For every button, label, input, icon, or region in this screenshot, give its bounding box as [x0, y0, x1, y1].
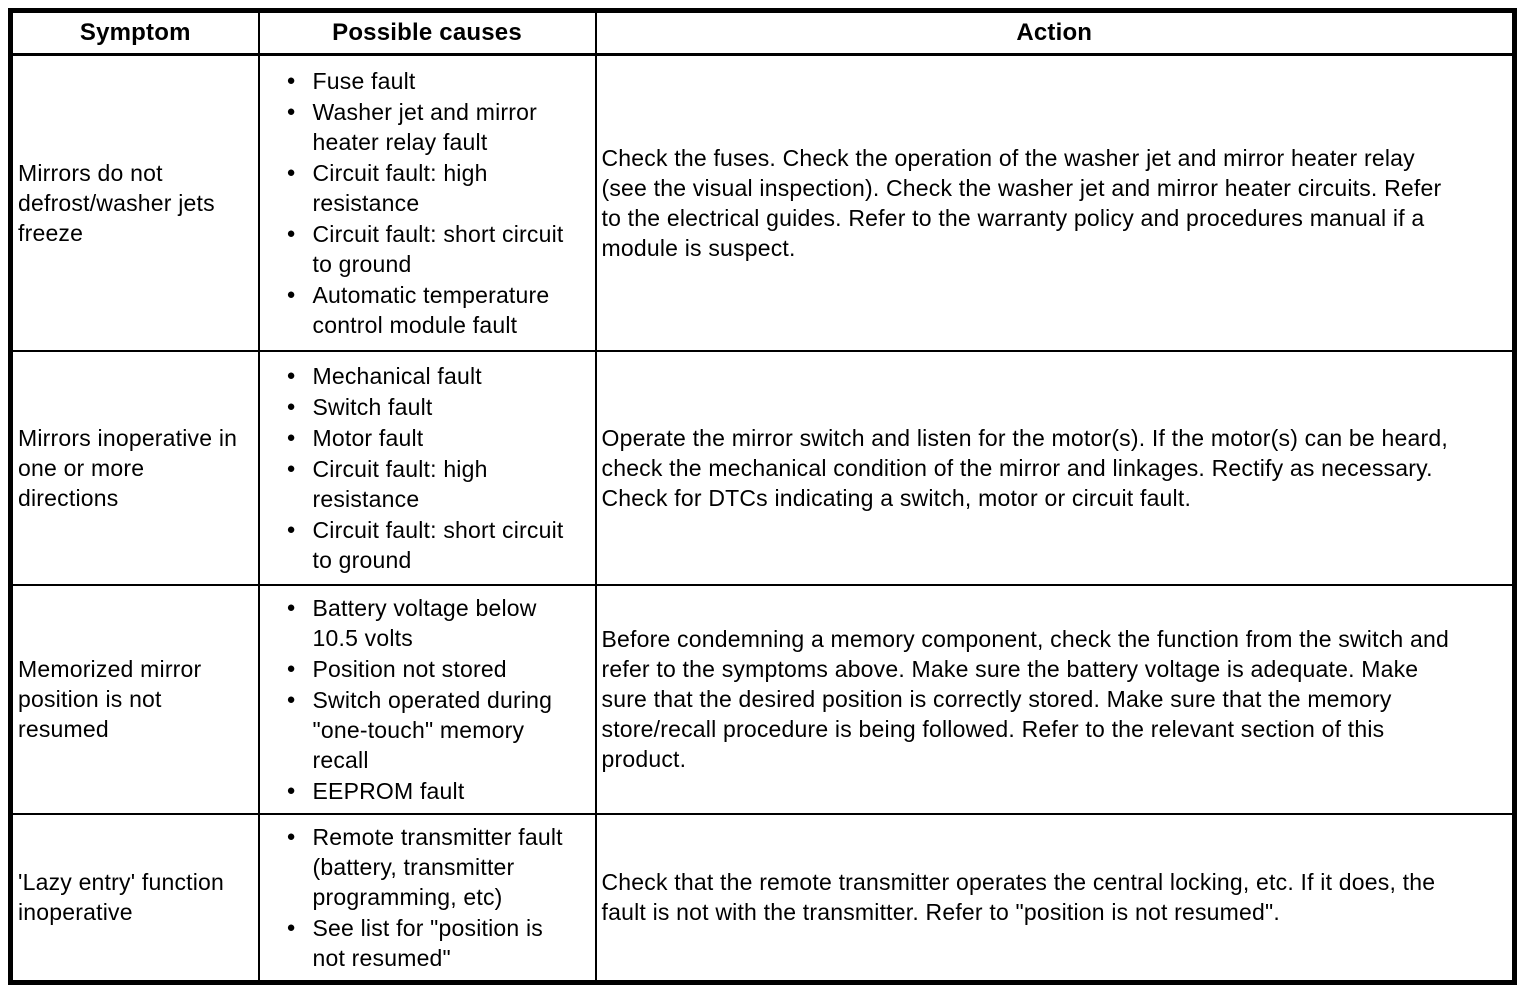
cause-item — [287, 654, 591, 684]
troubleshooting-table — [8, 8, 1517, 985]
action-cell — [596, 814, 1515, 983]
symptom-text: Mirrors do not defrost/washer jets freeze — [18, 159, 215, 246]
table-row — [11, 55, 1515, 351]
symptom-cell — [11, 351, 259, 585]
bullet-icon: ● — [286, 366, 296, 384]
bullet-icon: ● — [286, 459, 296, 477]
cause-text: Circuit fault: short circuit to ground — [312, 516, 564, 573]
bullet-icon: ● — [286, 163, 296, 181]
causes-list — [260, 361, 591, 575]
bullet-icon: ● — [286, 520, 296, 538]
bullet-icon: ● — [286, 918, 296, 936]
bullet-icon: ● — [286, 397, 296, 415]
cause-item — [287, 361, 591, 391]
causes-list — [260, 66, 591, 340]
cause-item — [287, 515, 591, 575]
bullet-icon: ● — [286, 285, 296, 303]
action-cell — [596, 585, 1515, 814]
cause-text: EEPROM fault — [312, 777, 465, 804]
causes-cell — [259, 55, 596, 351]
causes-list — [260, 593, 591, 806]
cause-item — [287, 158, 591, 218]
header-cell-symptom: Symptom — [11, 11, 259, 55]
cause-text: Remote transmitter fault (battery, transmitter programming, etc) — [312, 823, 563, 910]
cause-item — [287, 219, 591, 279]
bullet-icon: ● — [286, 102, 296, 120]
header-cell-causes: Possible causes — [259, 11, 596, 55]
cause-item — [287, 822, 591, 912]
cause-text: Position not stored — [312, 655, 507, 682]
cause-item — [287, 66, 591, 96]
header-cell-action: Action — [596, 11, 1515, 55]
cause-item — [287, 280, 591, 340]
action-cell — [596, 55, 1515, 351]
table-body — [11, 55, 1515, 983]
causes-cell — [259, 814, 596, 983]
table-header-row — [11, 11, 1515, 55]
cause-text: Circuit fault: short circuit to ground — [312, 220, 564, 277]
cause-item — [287, 776, 591, 806]
cause-text: Switch operated during "one-touch" memory recall — [312, 686, 553, 773]
symptom-cell — [11, 585, 259, 814]
table-row — [11, 814, 1515, 983]
action-cell — [596, 351, 1515, 585]
cause-item — [287, 454, 591, 514]
symptom-text: Memorized mirror position is not resumed — [18, 656, 202, 742]
bullet-icon: ● — [286, 827, 296, 845]
symptom-text: 'Lazy entry' function inoperative — [18, 869, 225, 925]
causes-cell — [259, 351, 596, 585]
cause-text: Battery voltage below 10.5 volts — [312, 594, 537, 651]
bullet-icon: ● — [286, 71, 296, 89]
cause-item — [287, 685, 591, 775]
bullet-icon: ● — [286, 659, 296, 677]
cause-text: Circuit fault: high resistance — [312, 159, 488, 216]
bullet-icon: ● — [286, 598, 296, 616]
cause-text: Fuse fault — [312, 67, 416, 94]
cause-text: See list for "position is not resumed" — [312, 914, 543, 971]
table-head — [11, 11, 1515, 55]
causes-cell — [259, 585, 596, 814]
cause-text: Motor fault — [312, 424, 424, 451]
symptom-cell — [11, 814, 259, 983]
cause-text: Circuit fault: high resistance — [312, 455, 488, 512]
cause-item — [287, 97, 591, 157]
cause-text: Mechanical fault — [312, 362, 482, 389]
action-text: Before condemning a memory component, check the function from the switch and refer to the symptoms above. Make sure the battery voltage is adequate. Make sure that the desired position is correctly stored. Make sure that the memory store/recall procedure is being followed. Refer to the relevant section of this product. — [601, 626, 1449, 772]
action-text: Check the fuses. Check the operation of the washer jet and mirror heater relay (see the visual inspection). Check the washer jet and mirror heater circuits. Refer to the electrical guides. Refer to the warranty policy and procedures manual if a module is suspect. — [601, 144, 1442, 261]
table-row — [11, 351, 1515, 585]
bullet-icon: ● — [286, 690, 296, 708]
bullet-icon: ● — [286, 781, 296, 799]
causes-list — [260, 822, 591, 973]
document-page — [8, 8, 1517, 985]
table-row — [11, 585, 1515, 814]
cause-text: Automatic temperature control module fault — [312, 281, 550, 338]
cause-item — [287, 593, 591, 653]
symptom-cell — [11, 55, 259, 351]
action-text: Operate the mirror switch and listen for the motor(s). If the motor(s) can be heard, check the mechanical condition of the mirror and linkages. Rectify as necessary. Check for DTCs indicating a switch, motor or circuit fault. — [601, 424, 1448, 511]
cause-item — [287, 423, 591, 453]
cause-text: Washer jet and mirror heater relay fault — [312, 98, 537, 155]
bullet-icon: ● — [286, 428, 296, 446]
cause-item — [287, 913, 591, 973]
cause-text: Switch fault — [312, 393, 433, 420]
action-text: Check that the remote transmitter operates the central locking, etc. If it does, the fault is not with the transmitter. Refer to "position is not resumed". — [601, 869, 1436, 925]
cause-item — [287, 392, 591, 422]
symptom-text: Mirrors inoperative in one or more directions — [18, 424, 238, 511]
bullet-icon: ● — [286, 224, 296, 242]
